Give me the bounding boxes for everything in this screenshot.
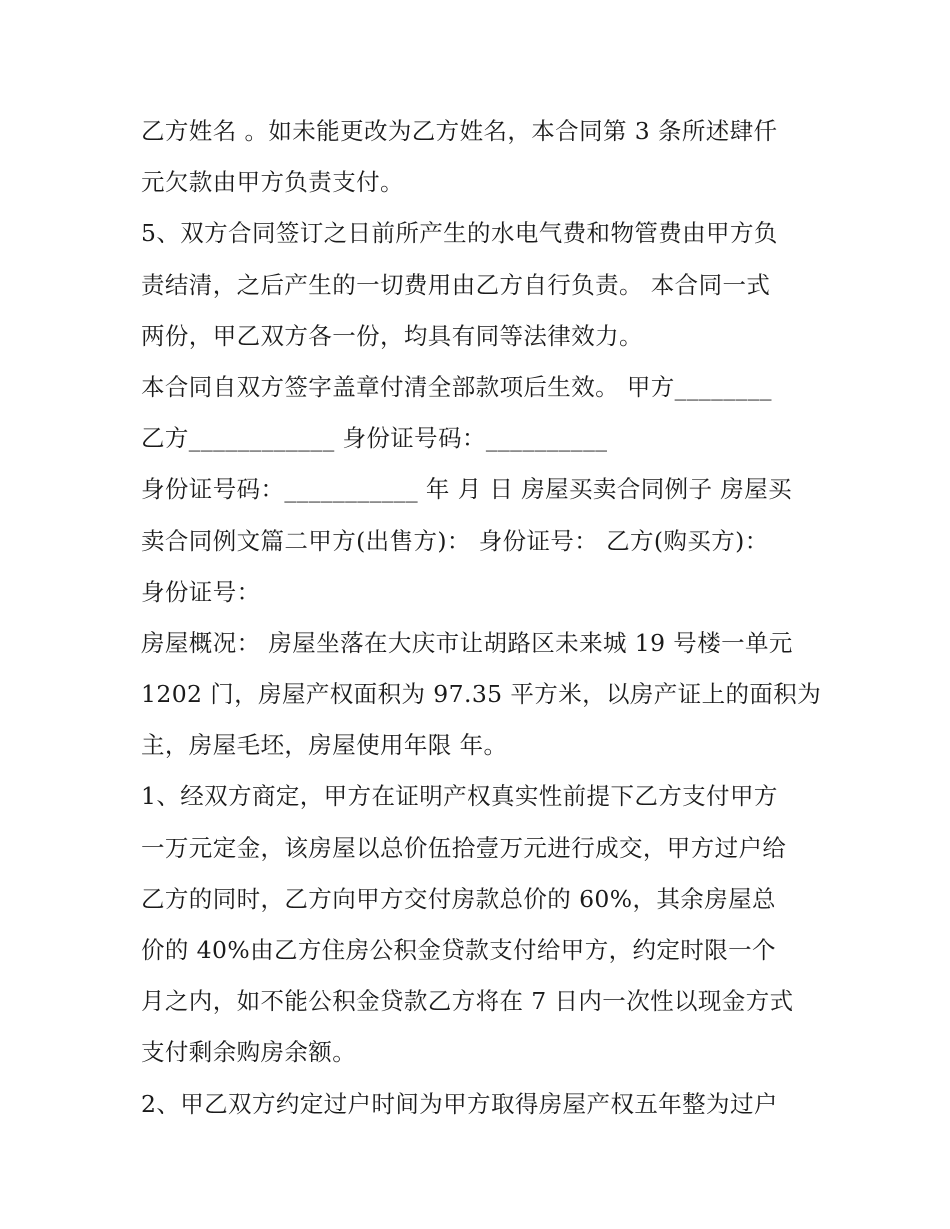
text-line: 身份证号：: [141, 577, 261, 606]
text-line: 本合同自双方签字盖章付清全部款项后生效。 甲方________: [141, 372, 772, 401]
text-line: 房屋概况： 房屋坐落在大庆市让胡路区未来城 19 号楼一单元: [141, 628, 793, 657]
text-line: 2、甲乙双方约定过户时间为甲方取得房屋产权五年整为过户: [141, 1089, 778, 1118]
text-line: 支付剩余购房余额。: [141, 1038, 357, 1067]
text-line: 价的 40%由乙方住房公积金贷款支付给甲方，约定时限一个: [141, 936, 776, 964]
text-line: 两份，甲乙双方各一份，均具有同等法律效力。: [141, 321, 643, 350]
text-line: 乙方____________ 身份证号码：__________: [141, 424, 608, 453]
text-line: 5、双方合同签订之日前所产生的水电气费和物管费由甲方负: [141, 219, 778, 248]
text-line: 主，房屋毛坯，房屋使用年限 年。: [141, 731, 508, 760]
text-line: 月之内，如不能公积金贷款乙方将在 7 日内一次性以现金方式: [141, 987, 794, 1016]
text-line: 1202 门，房屋产权面积为 97.35 平方米，以房产证上的面积为: [141, 680, 822, 709]
text-line: 乙方的同时，乙方向甲方交付房款总价的 60%，其余房屋总: [141, 884, 776, 913]
contract-text: [141, 106, 831, 1130]
text-line: 1、经双方商定，甲方在证明产权真实性前提下乙方支付甲方: [141, 782, 778, 811]
text-line: 元欠款由甲方负责支付。: [141, 168, 404, 197]
text-line: 一万元定金，该房屋以总价伍拾壹万元进行成交，甲方过户给: [141, 833, 787, 862]
text-line: 责结清，之后产生的一切费用由乙方自行负责。 本合同一式: [141, 270, 771, 299]
text-line: 乙方姓名 。如未能更改为乙方姓名，本合同第 3 条所述肆仟: [141, 117, 778, 145]
text-line: 卖合同例文篇二甲方(出售方)： 身份证号： 乙方(购买方)：: [141, 526, 769, 555]
text-line: 身份证号码：___________ 年 月 日 房屋买卖合同例子 房屋买: [141, 475, 792, 504]
